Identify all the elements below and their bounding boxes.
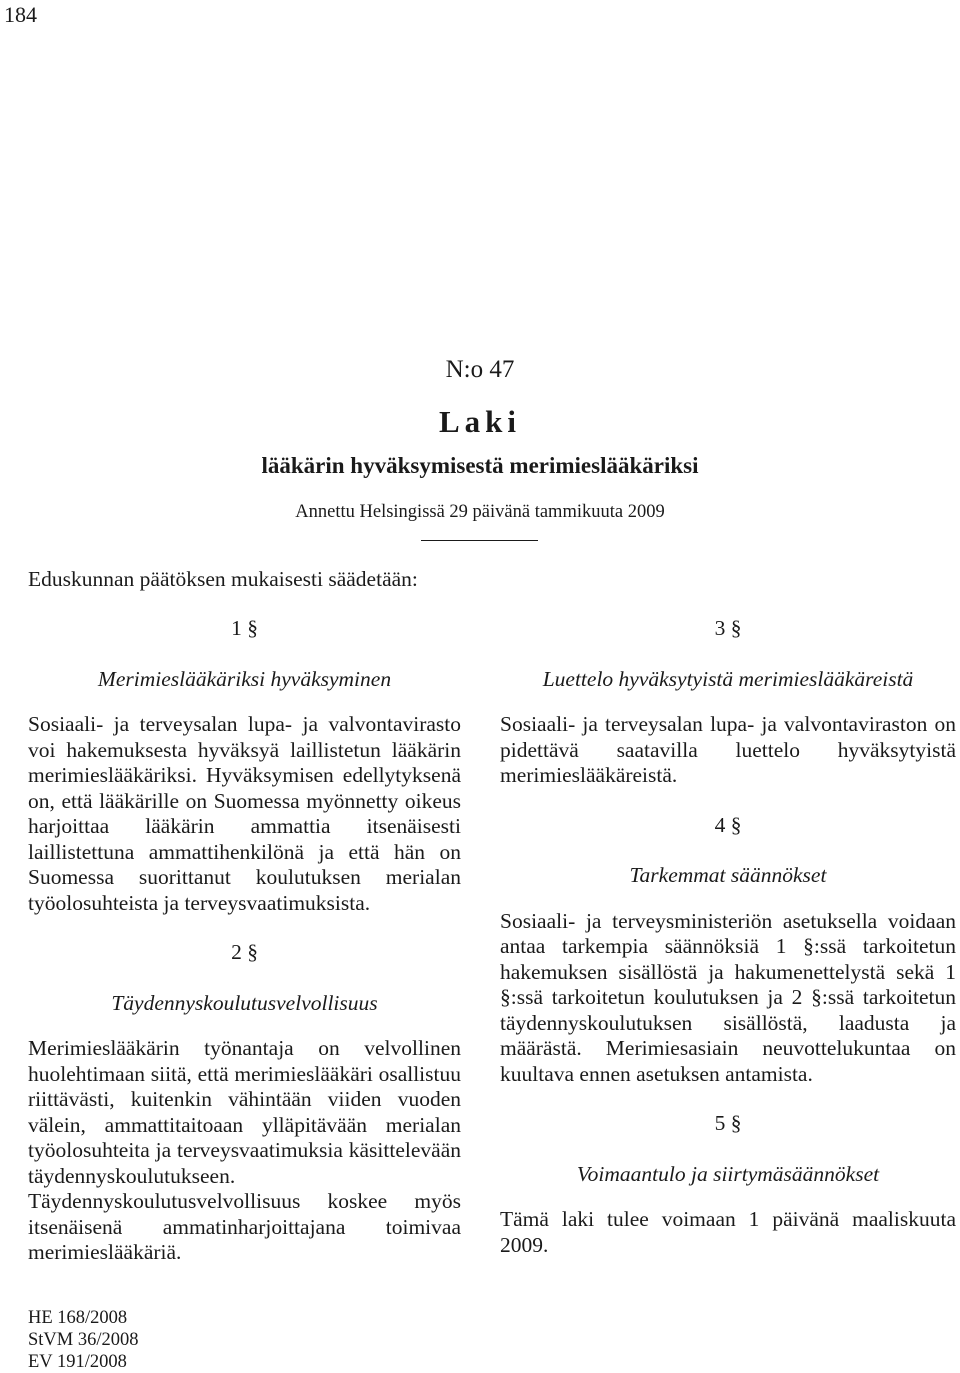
section-number: 2 § [231,940,258,964]
section-number: 4 § [714,812,742,837]
section-body: Sosiaali- ja terveysalan lupa- ja valvontaviraston on pidettävä saatavilla luettelo hyväksytyistä merimieslääkäreistä. [500,712,956,787]
document-title: lääkärin hyväksymisestä merimieslääkäriksi [261,453,699,478]
section-number: 3 § [714,616,742,640]
section-3 [500,616,956,789]
section-number: 5 § [714,1111,742,1135]
section-heading: Täydennyskoulutusvelvollisuus [111,990,378,1015]
left-column [28,616,461,1266]
document-type: Laki [438,404,522,439]
footnote-government-proposal: HE 168/2008 [28,1308,128,1328]
section-body: Merimieslääkärin työnantaja on velvollinen huolehtimaan siitä, että merimieslääkäri osallistuu riittävästi, kuitenkin vähintään viiden vuoden välein, ammattitaitoaan ylläpitävään merialan työolosuhteita ja terveysvaatimuksia käsittelevään täydennyskoulutukseen. Täydennyskoulutusvelvollisuus koskee myös itsenäisenä ammatinharjoittajana toimivaa merimieslääkäriä. [28,1036,461,1264]
section-2 [28,940,461,1266]
section-heading: Luettelo hyväksytyistä merimieslääkäreistä [542,666,914,691]
section-1 [28,616,461,916]
section-body: Sosiaali- ja terveysministeriön asetuksella voidaan antaa tarkempia säännöksiä 1 §:ssä tarkoitetun hakemuksen sisällöstä ja hakumenettelystä sekä 1 §:ssä tarkoitetun koulutuksen ja 2 §:ssä tarkoitetun täydennyskoulutuksen sisällöstä, laadusta ja määrästä. Merimiesasiain neuvottelukuntaa on kuultava ennen asetuksen antamista. [500,908,956,1086]
title-divider [421,540,538,541]
section-number: 1 § [231,616,258,640]
section-body: Tämä laki tulee voimaan 1 päivänä maaliskuuta 2009. [500,1207,956,1257]
footnote-committee-report: StVM 36/2008 [28,1330,139,1350]
section-5 [500,1111,956,1258]
enactment-date: Annettu Helsingissä 29 päivänä tammikuuta 2009 [295,502,665,522]
section-body: Sosiaali- ja terveysalan lupa- ja valvontavirasto voi hakemuksesta hyväksyä laillistetun lääkärin merimieslääkäriksi. Hyväksymisen edellytyksenä on, että lääkärille on Suomessa myönnetty oikeus harjoittaa lääkärin ammattia itsenäisesti laillistettuna ammattihenkilönä ja että hän on Suomessa suorittanut koulutuksen merialan työolosuhteista ja terveysvaatimuksista. [28,712,461,915]
section-4 [500,813,956,1088]
section-heading: Tarkemmat säännökset [629,863,827,887]
page-number: 184 [4,2,37,27]
right-column [500,616,956,1258]
section-heading: Merimieslääkäriksi hyväksyminen [97,666,392,691]
section-heading: Voimaantulo ja siirtymäsäännökset [576,1161,880,1186]
footnotes [28,1307,139,1373]
statute-number: N:o 47 [445,356,515,383]
footnote-parliament-reply: EV 191/2008 [28,1352,127,1372]
enacting-clause: Eduskunnan päätöksen mukaisesti säädetään: [28,567,418,591]
